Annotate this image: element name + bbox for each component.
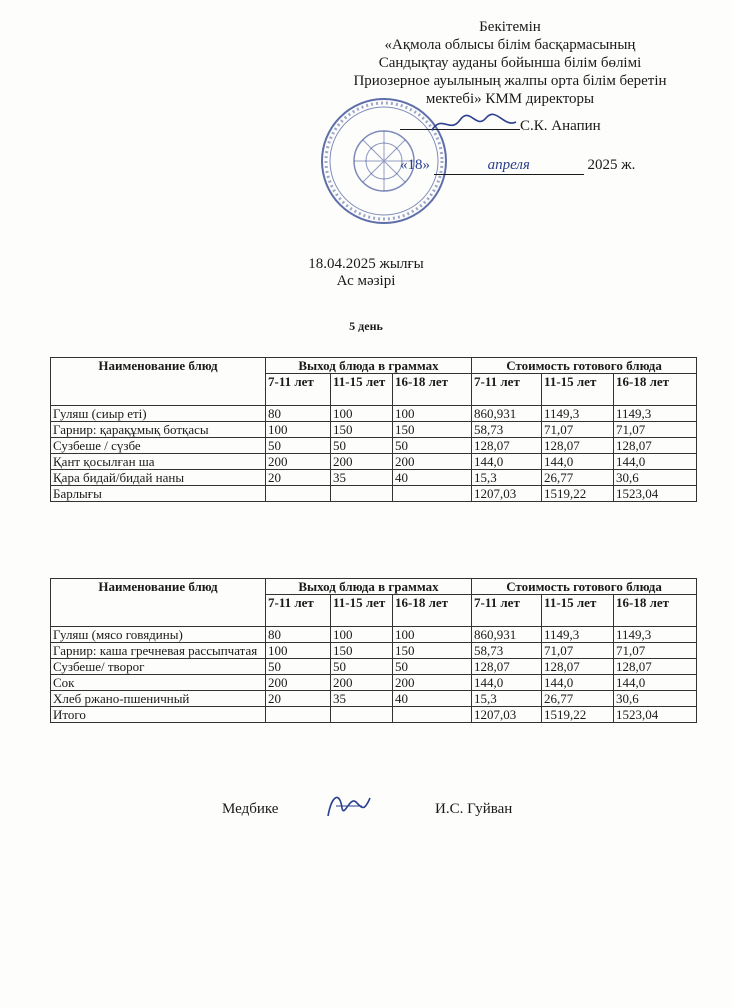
- cost-cell: 144,0: [542, 675, 614, 691]
- menu-title: Ас мәзірі: [336, 273, 396, 289]
- table-body: [51, 406, 697, 502]
- cost-cell: 128,07: [472, 438, 542, 454]
- dish-name-cell: Гуляш (сиыр еті): [51, 406, 266, 422]
- cost-cell: 30,6: [614, 691, 697, 707]
- dish-name-cell: Гуляш (мясо говядины): [51, 627, 266, 643]
- header-sub: 7-11 лет: [266, 374, 331, 406]
- cost-cell: 15,3: [472, 691, 542, 707]
- output-cell: [266, 486, 331, 502]
- cost-cell: 1207,03: [472, 486, 542, 502]
- cost-cell: 144,0: [614, 454, 697, 470]
- cost-cell: 30,6: [614, 470, 697, 486]
- table-body: [51, 627, 697, 723]
- output-cell: 100: [266, 643, 331, 659]
- director-signature-icon: [430, 112, 520, 136]
- output-cell: 200: [331, 454, 393, 470]
- output-cell: 50: [393, 659, 472, 675]
- cost-cell: 128,07: [614, 659, 697, 675]
- nurse-role: Медбике: [222, 801, 279, 817]
- cost-cell: 1519,22: [542, 707, 614, 723]
- output-cell: 100: [331, 627, 393, 643]
- output-cell: 80: [266, 406, 331, 422]
- dish-name-cell: Барлығы: [51, 486, 266, 502]
- approval-date-day: «18»: [400, 157, 430, 173]
- header-sub: 16-18 лет: [614, 595, 697, 627]
- cost-cell: 26,77: [542, 470, 614, 486]
- output-cell: 100: [393, 406, 472, 422]
- header-sub: 7-11 лет: [472, 374, 542, 406]
- table-row: [51, 406, 697, 422]
- output-cell: 35: [331, 470, 393, 486]
- cost-cell: 1149,3: [542, 406, 614, 422]
- cost-cell: 71,07: [614, 643, 697, 659]
- nurse-signature-icon: [322, 788, 374, 822]
- header-sub: 11-15 лет: [542, 595, 614, 627]
- cost-cell: 860,931: [472, 627, 542, 643]
- cost-cell: 128,07: [542, 659, 614, 675]
- nurse-name: И.С. Гуйван: [435, 801, 513, 817]
- cost-cell: 128,07: [472, 659, 542, 675]
- day-label: 5 день: [349, 319, 383, 333]
- table-row: [51, 675, 697, 691]
- output-cell: 50: [331, 659, 393, 675]
- output-cell: 40: [393, 470, 472, 486]
- cost-cell: 71,07: [614, 422, 697, 438]
- table-row: [51, 486, 697, 502]
- header-sub: 7-11 лет: [266, 595, 331, 627]
- output-cell: 50: [266, 659, 331, 675]
- output-cell: [393, 486, 472, 502]
- output-cell: 40: [393, 691, 472, 707]
- dish-name-cell: Хлеб ржано-пшеничный: [51, 691, 266, 707]
- cost-cell: 1523,04: [614, 486, 697, 502]
- output-cell: 150: [393, 643, 472, 659]
- approval-line: Приозерное ауылының жалпы орта білім беретін: [353, 73, 667, 89]
- table-row: [51, 422, 697, 438]
- output-cell: 35: [331, 691, 393, 707]
- cost-cell: 144,0: [542, 454, 614, 470]
- output-cell: 200: [393, 675, 472, 691]
- table-row: [51, 454, 697, 470]
- cost-cell: 1207,03: [472, 707, 542, 723]
- menu-date-title: 18.04.2025 жылғы: [308, 256, 424, 272]
- approval-date-line: [400, 157, 635, 175]
- header-cost: Стоимость готового блюда: [472, 579, 697, 595]
- header-sub: 11-15 лет: [331, 374, 393, 406]
- cost-cell: 860,931: [472, 406, 542, 422]
- approval-line: «Ақмола облысы білім басқармасының: [384, 37, 636, 53]
- cost-cell: 1149,3: [614, 627, 697, 643]
- header-sub: 11-15 лет: [331, 595, 393, 627]
- dish-name-cell: Қант қосылған ша: [51, 454, 266, 470]
- cost-cell: 128,07: [614, 438, 697, 454]
- cost-cell: 26,77: [542, 691, 614, 707]
- header-output: Выход блюда в граммах: [266, 358, 472, 374]
- header-sub: 16-18 лет: [393, 595, 472, 627]
- approval-line: Сандықтау ауданы бойынша білім бөлімі: [378, 55, 642, 71]
- dish-name-cell: Итого: [51, 707, 266, 723]
- approval-line: Бекітемін: [479, 19, 541, 35]
- header-sub: 16-18 лет: [614, 374, 697, 406]
- table-row: [51, 707, 697, 723]
- header-sub: 11-15 лет: [542, 374, 614, 406]
- director-name: С.К. Анапин: [520, 118, 601, 134]
- cost-cell: 15,3: [472, 470, 542, 486]
- output-cell: [331, 707, 393, 723]
- dish-name-cell: Гарнир: каша гречневая рассыпчатая: [51, 643, 266, 659]
- table-row: [51, 659, 697, 675]
- approval-date-year: 2025 ж.: [587, 157, 636, 173]
- output-cell: 200: [266, 454, 331, 470]
- cost-cell: 1523,04: [614, 707, 697, 723]
- header-sub: 7-11 лет: [472, 595, 542, 627]
- menu-table-russian: [50, 578, 697, 723]
- menu-table-kazakh: [50, 357, 697, 502]
- cost-cell: 1149,3: [614, 406, 697, 422]
- output-cell: 20: [266, 470, 331, 486]
- cost-cell: 1149,3: [542, 627, 614, 643]
- output-cell: 100: [393, 627, 472, 643]
- cost-cell: 144,0: [472, 675, 542, 691]
- cost-cell: 58,73: [472, 643, 542, 659]
- header-output: Выход блюда в граммах: [266, 579, 472, 595]
- dish-name-cell: Гарнир: қарақұмық ботқасы: [51, 422, 266, 438]
- output-cell: [331, 486, 393, 502]
- cost-cell: 1519,22: [542, 486, 614, 502]
- dish-name-cell: Қара бидай/бидай наны: [51, 470, 266, 486]
- dish-name-cell: Сузбеше/ творог: [51, 659, 266, 675]
- table-row: [51, 643, 697, 659]
- cost-cell: 71,07: [542, 422, 614, 438]
- table-row: [51, 470, 697, 486]
- output-cell: 200: [266, 675, 331, 691]
- header-name: Наименование блюд: [51, 358, 266, 406]
- output-cell: 150: [331, 422, 393, 438]
- cost-cell: 128,07: [542, 438, 614, 454]
- header-cost: Стоимость готового блюда: [472, 358, 697, 374]
- output-cell: 80: [266, 627, 331, 643]
- header-name: Наименование блюд: [51, 579, 266, 627]
- output-cell: 50: [266, 438, 331, 454]
- output-cell: [266, 707, 331, 723]
- cost-cell: 144,0: [614, 675, 697, 691]
- output-cell: 150: [331, 643, 393, 659]
- approval-date-month: апреля: [434, 157, 584, 175]
- table-row: [51, 627, 697, 643]
- output-cell: 50: [331, 438, 393, 454]
- cost-cell: 71,07: [542, 643, 614, 659]
- output-cell: 200: [331, 675, 393, 691]
- cost-cell: 58,73: [472, 422, 542, 438]
- output-cell: 150: [393, 422, 472, 438]
- output-cell: 100: [266, 422, 331, 438]
- output-cell: 20: [266, 691, 331, 707]
- output-cell: [393, 707, 472, 723]
- dish-name-cell: Сузбеше / сүзбе: [51, 438, 266, 454]
- output-cell: 50: [393, 438, 472, 454]
- output-cell: 100: [331, 406, 393, 422]
- cost-cell: 144,0: [472, 454, 542, 470]
- output-cell: 200: [393, 454, 472, 470]
- approval-line: мектебі» КММ директоры: [425, 91, 595, 107]
- table-row: [51, 691, 697, 707]
- dish-name-cell: Сок: [51, 675, 266, 691]
- header-sub: 16-18 лет: [393, 374, 472, 406]
- table-row: [51, 438, 697, 454]
